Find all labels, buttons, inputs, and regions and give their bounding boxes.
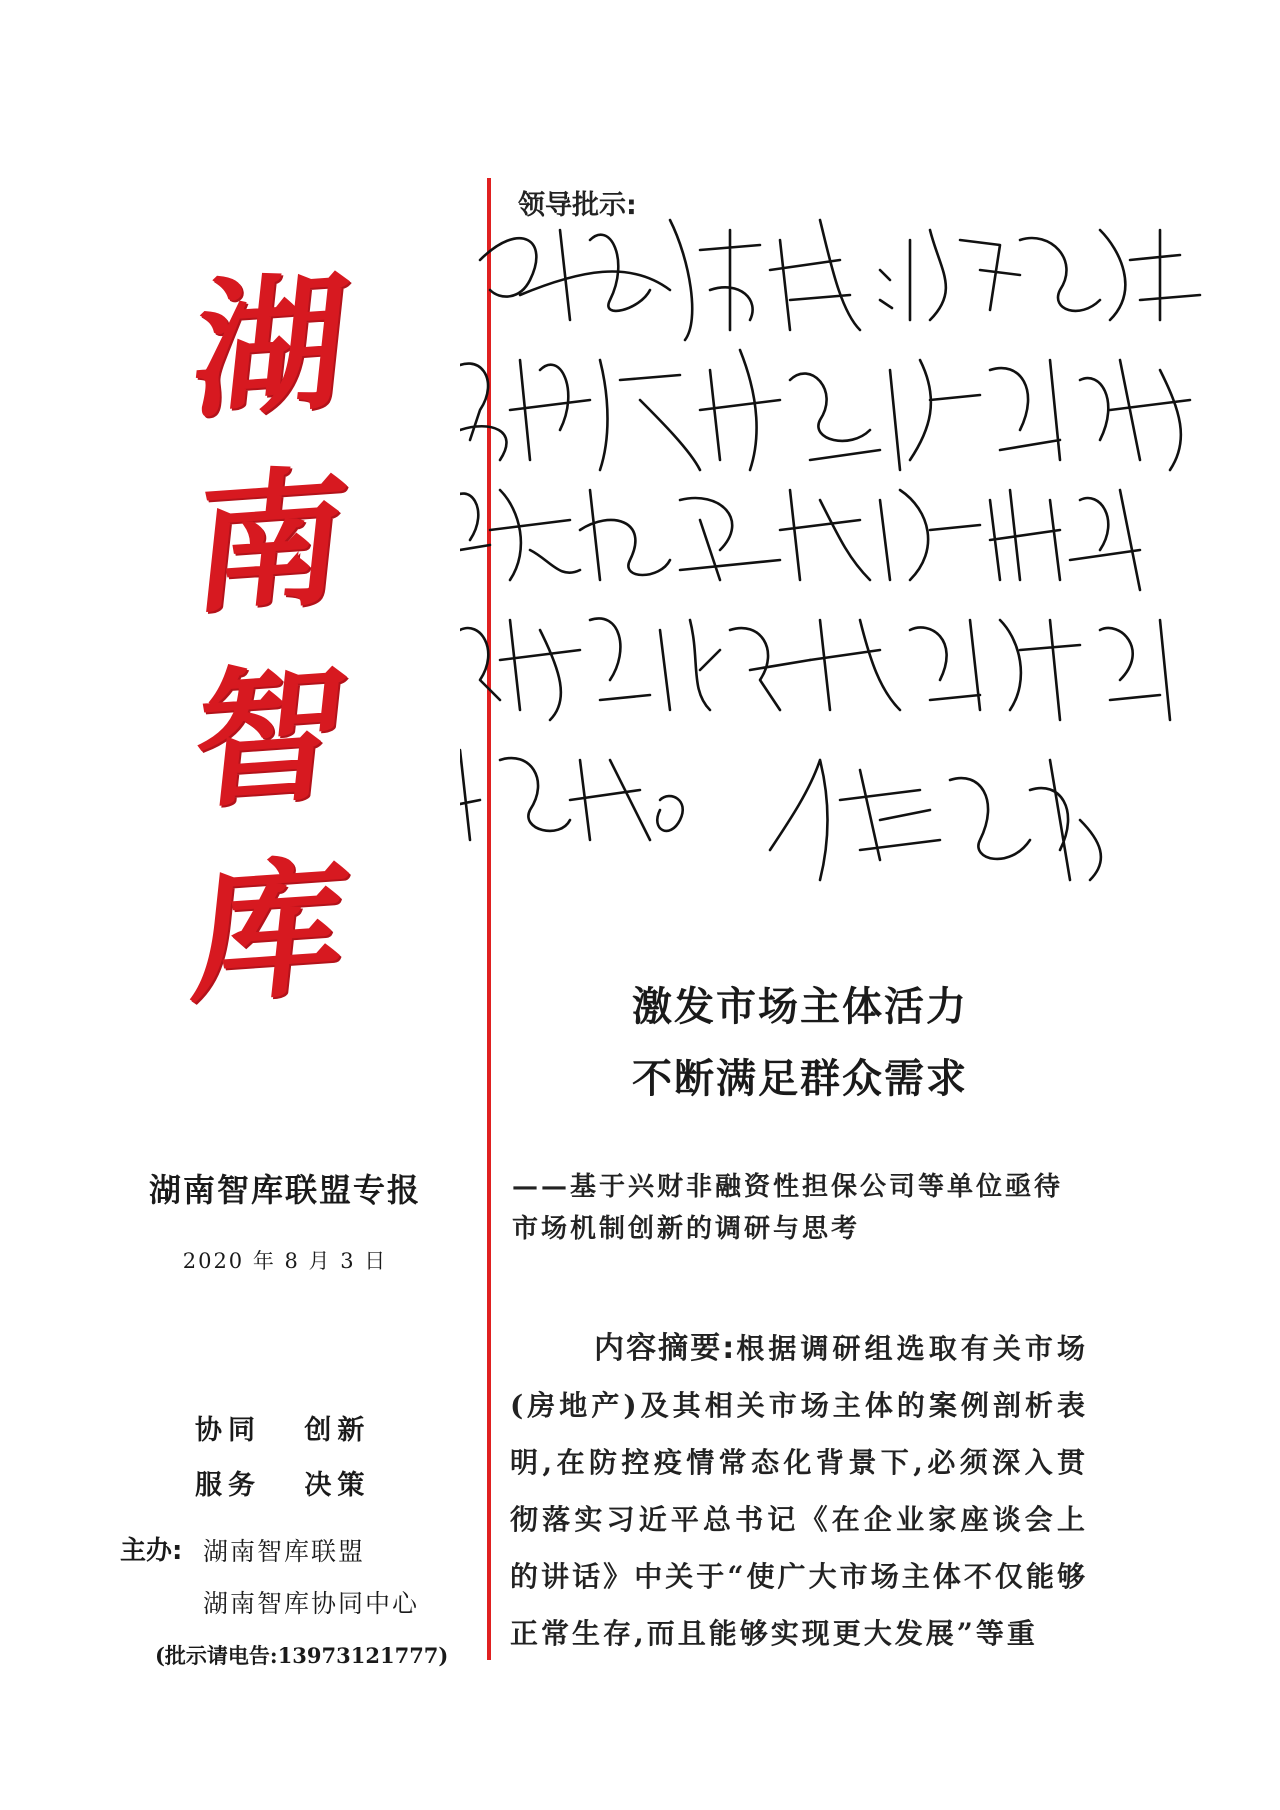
- motto-row-2: [195, 1463, 435, 1502]
- masthead-char-1: 湖: [184, 253, 356, 441]
- report-date: 2020 年 8 月 3 日: [182, 1249, 388, 1273]
- motto-word: 协同: [195, 1415, 261, 1446]
- article-abstract: [510, 1320, 1088, 1662]
- abstract-text: 根据调研组选取有关市场(房地产)及其相关市场主体的案例剖析表明,在防控疫情常态化背景下,必须深入贯彻落实习近平总书记《在企业家座谈会上的讲话》中关于“使广大市场主体不仅能够正常生存,而且能够实现更大发展”等重: [510, 1332, 1088, 1650]
- motto-word: 创新: [304, 1415, 371, 1446]
- masthead-char-4: 库: [184, 838, 356, 1026]
- host-label: 主办:: [120, 1536, 183, 1566]
- article-subtitle: ——基于兴财非融资性担保公司等单位亟待市场机制创新的调研与思考: [512, 1172, 1064, 1244]
- article-title-line-2: 不断满足群众需求: [632, 1056, 968, 1102]
- masthead-char-3: 智: [184, 643, 356, 831]
- motto-word: 决策: [304, 1470, 371, 1501]
- report-title: 湖南智库联盟专报: [148, 1171, 421, 1209]
- contact-phone: (批示请电告:13973121777): [155, 1643, 449, 1668]
- leader-comment-label: 领导批示:: [518, 190, 637, 221]
- masthead-char-2: 南: [184, 448, 356, 636]
- abstract-label: 内容摘要:: [594, 1331, 736, 1366]
- motto-word: 服务: [195, 1470, 261, 1501]
- host-organization: 湖南智库协同中心: [203, 1589, 420, 1618]
- masthead-calligraphy: [170, 250, 370, 1050]
- host-organization: 湖南智库联盟: [203, 1537, 366, 1566]
- motto-row-1: [195, 1408, 435, 1447]
- handwritten-comment: [460, 200, 1260, 920]
- article-title-line-1: 激发市场主体活力: [632, 984, 968, 1030]
